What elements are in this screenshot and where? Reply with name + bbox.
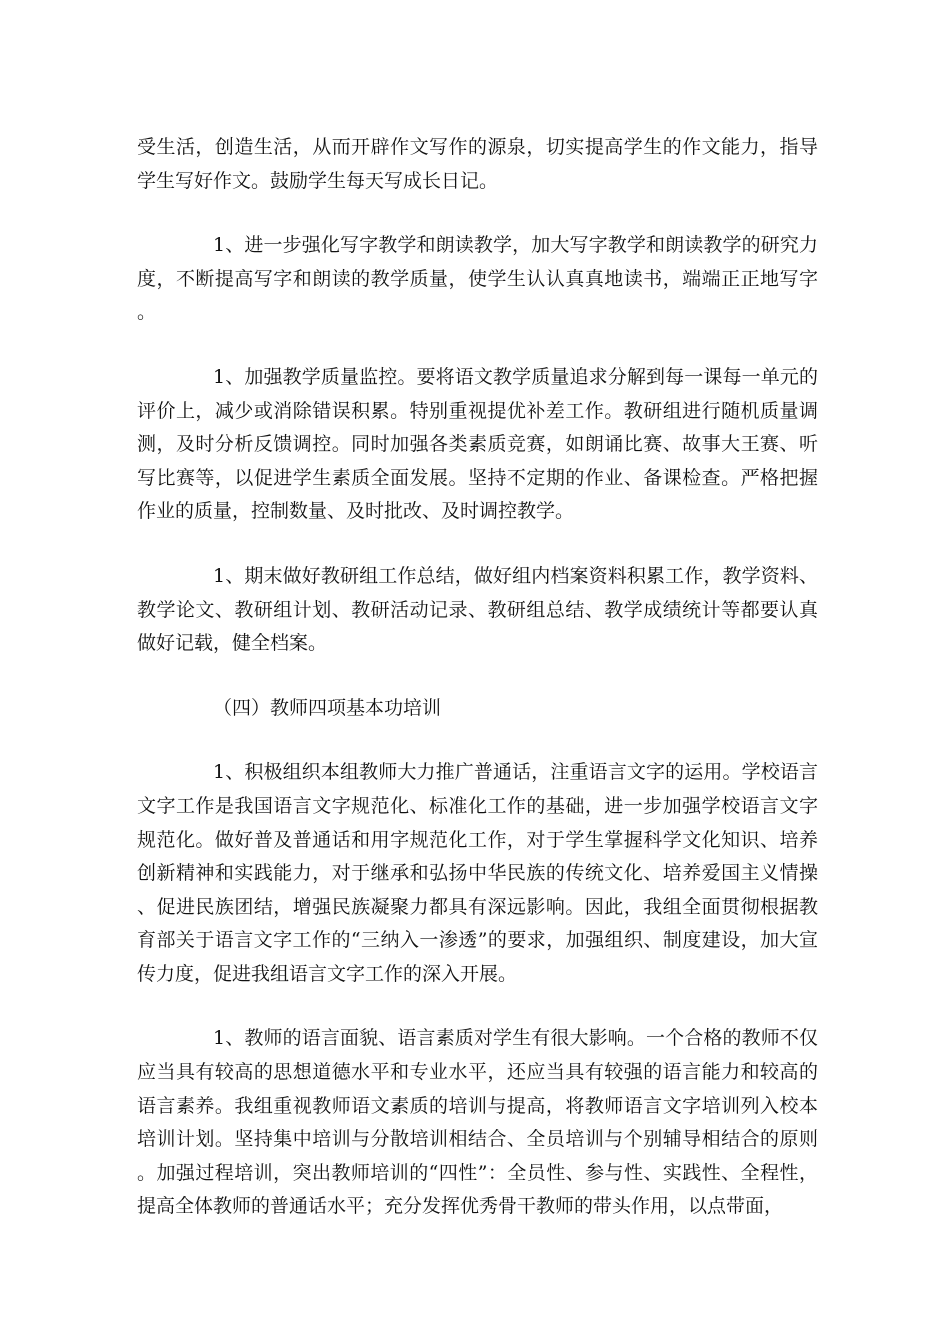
paragraph-quality-monitoring: 1、加强教学质量监控。要将语文教学质量追求分解到每一课每一单元的评价上，减少或消除错误积累。特别重视提优补差工作。教研组进行随机质量调测，及时分析反馈调控。同时加强各类素质竞赛，如朗诵比赛、故事大王赛、听写比赛等，以促进学生素质全面发展。坚持不定期的作业、备课检查。严格把握作业的质量，控制数量、及时批改、及时调控教学。 (137, 365, 818, 523)
paragraph-gap (137, 330, 818, 361)
paragraph-writing-reading: 1、进一步强化写字教学和朗读教学，加大写字教学和朗读教学的研究力度，不断提高写字和朗读的教学质量，使学生认认真真地读书，端端正正地写字。 (137, 234, 818, 324)
paragraph-gap (137, 991, 818, 1022)
paragraph-term-summary: 1、期末做好教研组工作总结，做好组内档案资料积累工作，教学资料、教学论文、教研组计划、教研活动记录、教研组总结、教学成绩统计等都要认真做好记载，健全档案。 (137, 564, 818, 655)
paragraph-continuation: 受生活，创造生活，从而开辟作文写作的源泉，切实提高学生的作文能力，指导学生写好作文。鼓励学生每天写成长日记。 (137, 136, 818, 192)
paragraph-teacher-language: 1、教师的语言面貌、语言素质对学生有很大影响。一个合格的教师不仅应当具有较高的思想道德水平和专业水平，还应当具有较强的语言能力和较高的语言素养。我组重视教师语文素质的培训与提高，将教师语言文字培训列入校本培训计划。坚持集中培训与分散培训相结合、全员培训与个别辅导相结合的原则。加强过程培训，突出教师培训的“四性”：全员性、参与性、实践性、全程性，提高全体教师的普通话水平；充分发挥优秀骨干教师的带头作用，以点带面， (137, 1027, 818, 1218)
paragraph-gap (137, 198, 818, 229)
paragraph-gap (137, 725, 818, 756)
document-body (137, 131, 818, 1224)
paragraph-mandarin-promotion: 1、积极组织本组教师大力推广普通话，注重语言文字的运用。学校语言文字工作是我国语言文字规范化、标准化工作的基础，进一步加强学校语言文字规范化。做好普及普通话和用字规范化工作，对于学生掌握科学文化知识、培养创新精神和实践能力，对于继承和弘扬中华民族的传统文化、培养爱国主义情操、促进民族团结，增强民族凝聚力都具有深远影响。因此，我组全面贯彻根据教育部关于语言文字工作的“三纳入一渗透”的要求，加强组织、制度建设，加大宣传力度，促进我组语言文字工作的深入开展。 (137, 761, 818, 985)
section-heading: （四）教师四项基本功培训 (213, 696, 442, 719)
paragraph-gap (137, 661, 818, 692)
paragraph-gap (137, 529, 818, 560)
